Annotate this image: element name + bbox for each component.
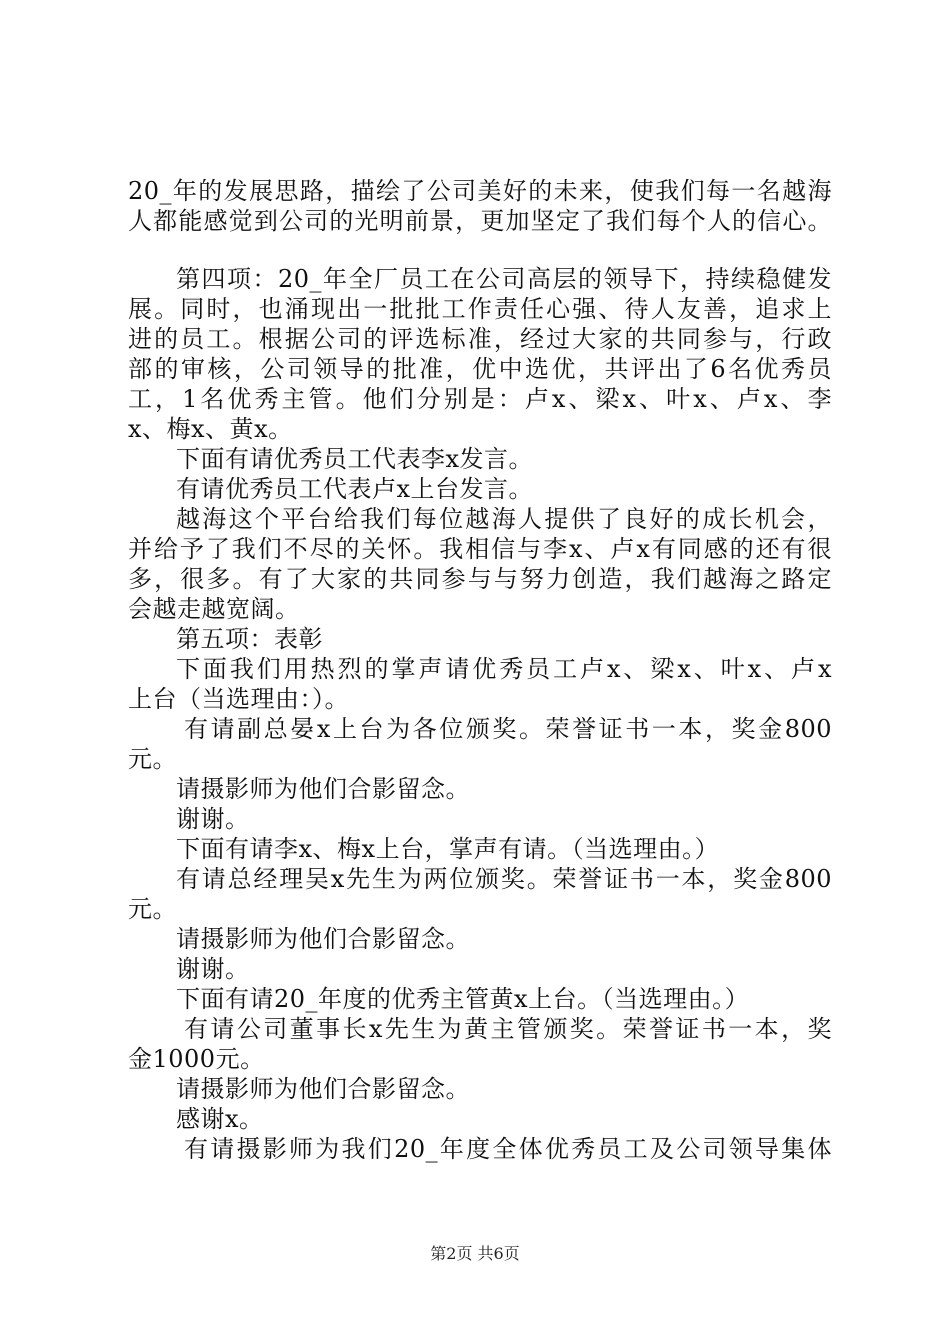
text-line: 上台（当选理由：）。 <box>128 685 349 713</box>
text-line: 部的审核，公司领导的批准，优中选优，共评出了6名优秀员 <box>128 355 832 383</box>
text-line: 进的员工。根据公司的评选标准，经过大家的共同参与，行政 <box>128 325 832 353</box>
section-heading: 第五项：表彰 <box>176 625 323 653</box>
text-line: 元。 <box>128 745 177 773</box>
text-line: 并给予了我们不尽的关怀。我相信与李x、卢x有同感的还有很 <box>128 535 832 563</box>
text-line: 有请摄影师为我们20_年度全体优秀员工及公司领导集体 <box>184 1135 832 1163</box>
text-line: 有请公司董事长x先生为黄主管颁奖。荣誉证书一本，奖 <box>184 1015 832 1043</box>
text-line: 感谢x。 <box>176 1105 264 1133</box>
text-line: 展。同时，也涌现出一批批工作责任心强、待人友善，追求上 <box>128 295 832 323</box>
text-line: 下面有请20_年度的优秀主管黄x上台。（当选理由。） <box>176 985 750 1013</box>
text-line: 下面有请李x、梅x上台，掌声有请。（当选理由。） <box>176 835 720 863</box>
text-line: 请摄影师为他们合影留念。 <box>176 775 470 803</box>
text-line: 多，很多。有了大家的共同参与与努力创造，我们越海之路定 <box>128 565 832 593</box>
text-line: x、梅x、黄x。 <box>128 415 293 443</box>
text-line: 会越走越宽阔。 <box>128 595 300 623</box>
text-line: 有请总经理吴x先生为两位颁奖。荣誉证书一本，奖金800 <box>176 865 832 893</box>
text-line: 有请优秀员工代表卢x上台发言。 <box>176 475 534 503</box>
text-line: 工，1名优秀主管。他们分别是：卢x、梁x、叶x、卢x、李 <box>128 385 832 413</box>
text-line: 金1000元。 <box>128 1045 265 1073</box>
text-line: 谢谢。 <box>176 805 250 833</box>
text-line: 元。 <box>128 895 177 923</box>
text-line: 有请副总晏x上台为各位颁奖。荣誉证书一本，奖金800 <box>184 715 832 743</box>
paragraph-gap <box>128 236 840 264</box>
text-line: 越海这个平台给我们每位越海人提供了良好的成长机会， <box>176 505 832 533</box>
document-body <box>128 176 840 1164</box>
page-number: 第2页 共6页 <box>430 1244 520 1263</box>
text-line: 下面我们用热烈的掌声请优秀员工卢x、梁x、叶x、卢x <box>176 655 832 683</box>
text-line: 人都能感觉到公司的光明前景，更加坚定了我们每个人的信心。 <box>128 207 832 235</box>
text-line: 下面有请优秀员工代表李x发言。 <box>176 445 534 473</box>
text-line: 谢谢。 <box>176 955 250 983</box>
text-line: 20_年的发展思路，描绘了公司美好的未来，使我们每一名越海 <box>128 177 832 205</box>
text-line: 请摄影师为他们合影留念。 <box>176 1075 470 1103</box>
text-line: 第四项：20_年全厂员工在公司高层的领导下，持续稳健发 <box>176 265 832 293</box>
text-line: 请摄影师为他们合影留念。 <box>176 925 470 953</box>
